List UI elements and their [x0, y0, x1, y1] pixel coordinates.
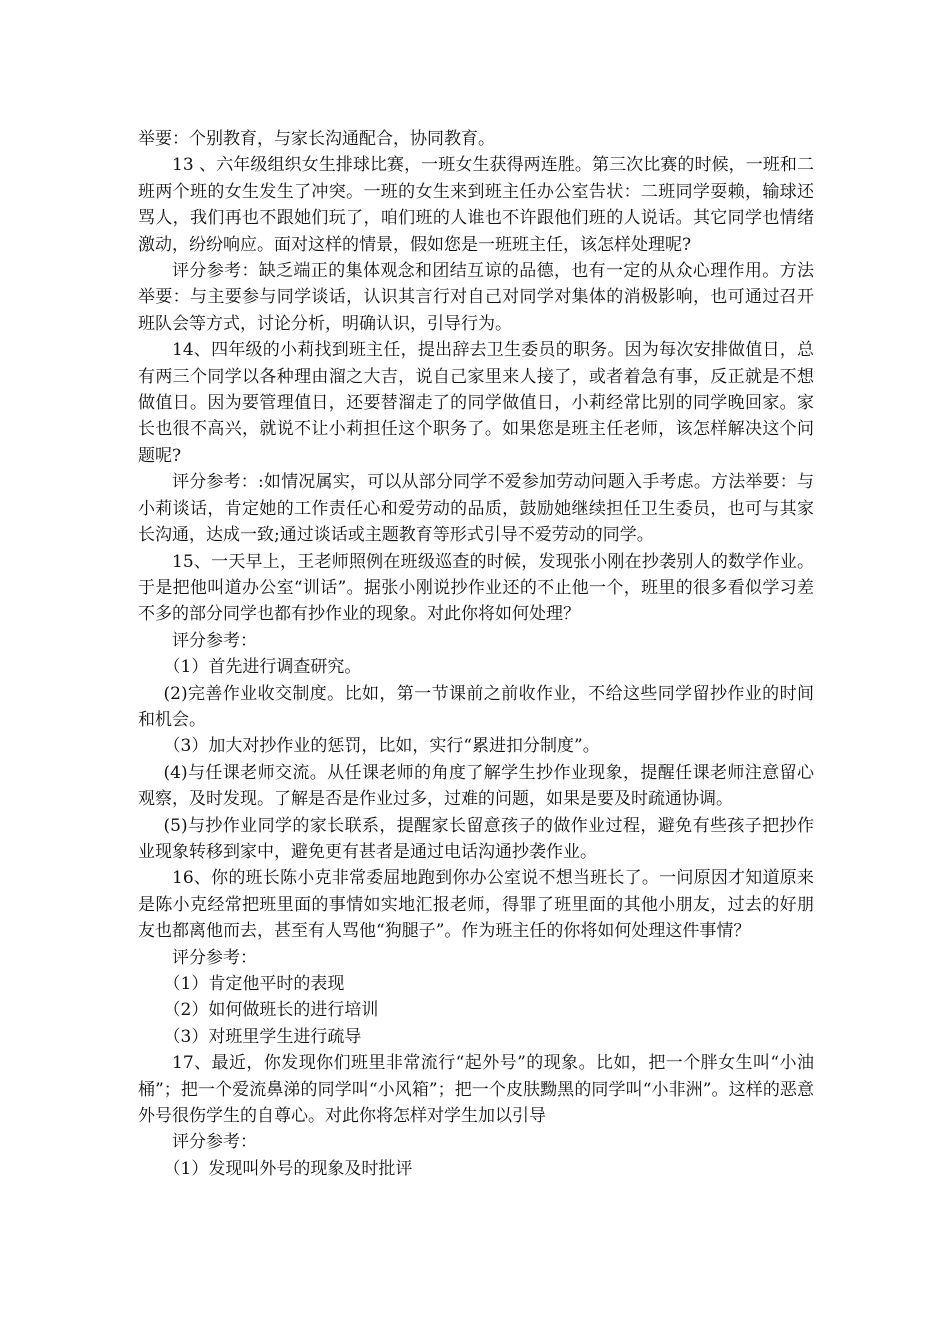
answer-15-heading: 评分参考： — [172, 630, 257, 651]
answer-16-heading: 评分参考： — [172, 947, 257, 968]
question-13: 13 、六年级组织女生排球比赛，一班女生获得两连胜。第三次比赛的时候，一班和二班两个班的女生发生了冲突。一班的女生来到班主任办公室告状：二班同学耍赖，输球还骂人，我们再也不跟她们玩了，咱们班的人谁也不许跟他们班的人说话。其它同学也情绪激动，纷纷响应。面对这样的情景，假如您是一班班主任，该怎样处理呢? — [138, 155, 814, 255]
question-16: 16、你的班长陈小克非常委屈地跑到你办公室说不想当班长了。一问原因才知道原来是陈小克经常把班里面的事情如实地汇报老师，得罪了班里面的其他小朋友，过去的好朋友也都离他而去，甚至有人骂他“狗腿子”。作为班主任的你将如何处理这件事情？ — [138, 868, 814, 942]
answer-15-item-2: (2)完善作业收交制度。比如，第一节课前之前收作业，不给这些同学留抄作业的时间和机会。 — [138, 683, 814, 730]
answer-15-item-5: (5)与抄作业同学的家长联系，提醒家长留意孩子的做作业过程，避免有些孩子把抄作业现象转移到家中，避免更有甚者是通过电话沟通抄袭作业。 — [138, 815, 814, 862]
answer-15-item-1: （1）首先进行调查研究。 — [163, 657, 362, 678]
answer-13: 评分参考：缺乏端正的集体观念和团结互谅的品德，也有一定的从众心理作用。方法举要：与主要参与同学谈话，认识其言行对自己对同学对集体的消极影响，也可通过召开班队会等方式，讨论分析，明确认识，引导行为。 — [138, 261, 814, 334]
answer-14: 评分参考：:如情况属实，可以从部分同学不爱参加劳动问题入手考虑。方法举要：与小莉谈话，肯定她的工作责任心和爱劳动的品质，鼓励她继续担任卫生委员，也可与其家长沟通，达成一致;通过谈话或主题教育等形式引导不爱劳动的同学。 — [138, 472, 814, 546]
answer-16-item-2: （2）如何做班长的进行培训 — [163, 1000, 379, 1021]
answer-16-item-1: （1）肯定他平时的表现 — [163, 974, 345, 994]
answer-15-item-4: (4)与任课老师交流。从任课老师的角度了解学生抄作业现象，提醒任课老师注意留心观察，及时发现。了解是否是作业过多，过难的问题，如果是要及时疏通协调。 — [138, 762, 814, 810]
answer-17-item-1: （1）发现叫外号的现象及时批评 — [163, 1158, 413, 1179]
question-15: 15、一天早上，王老师照例在班级巡查的时候，发现张小刚在抄袭别人的数学作业。于是把他叫道办公室“训话”。据张小刚说抄作业还的不止他一个，班里的很多看似学习差不多的部分同学也都有抄作业的现象。对此你将如何处理？ — [138, 551, 814, 625]
answer-17-heading: 评分参考： — [172, 1132, 257, 1153]
paragraph-intro: 举要：个别教育，与家长沟通配合，协同教育。 — [138, 129, 495, 149]
answer-15-item-3: （3）加大对抄作业的惩罚，比如，实行“累进扣分制度”。 — [163, 736, 600, 757]
question-14: 14、四年级的小莉找到班主任，提出辞去卫生委员的职务。因为每次安排做值日，总有两三个同学以各种理由溜之大吉，说自己家里来人接了，或者着急有事，反正就是不想做值日。因为要管理值日，还要替溜走了的同学做值日，小莉经常比别的同学晚回家。家长也很不高兴，就说不让小莉担任这个职务了。如果您是班主任老师，该怎样解决这个问题呢? — [138, 340, 814, 466]
answer-16-item-3: （3）对班里学生进行疏导 — [163, 1026, 362, 1047]
document-body — [138, 126, 814, 1182]
question-17: 17、最近，你发现你们班里非常流行“起外号”的现象。比如，把一个胖女生叫“小油桶”；把一个爱流鼻涕的同学叫“小风箱”；把一个皮肤黝黑的同学叫“小非洲”。这样的恶意外号很伤学生的自尊心。对此你将怎样对学生加以引导 — [138, 1053, 814, 1127]
